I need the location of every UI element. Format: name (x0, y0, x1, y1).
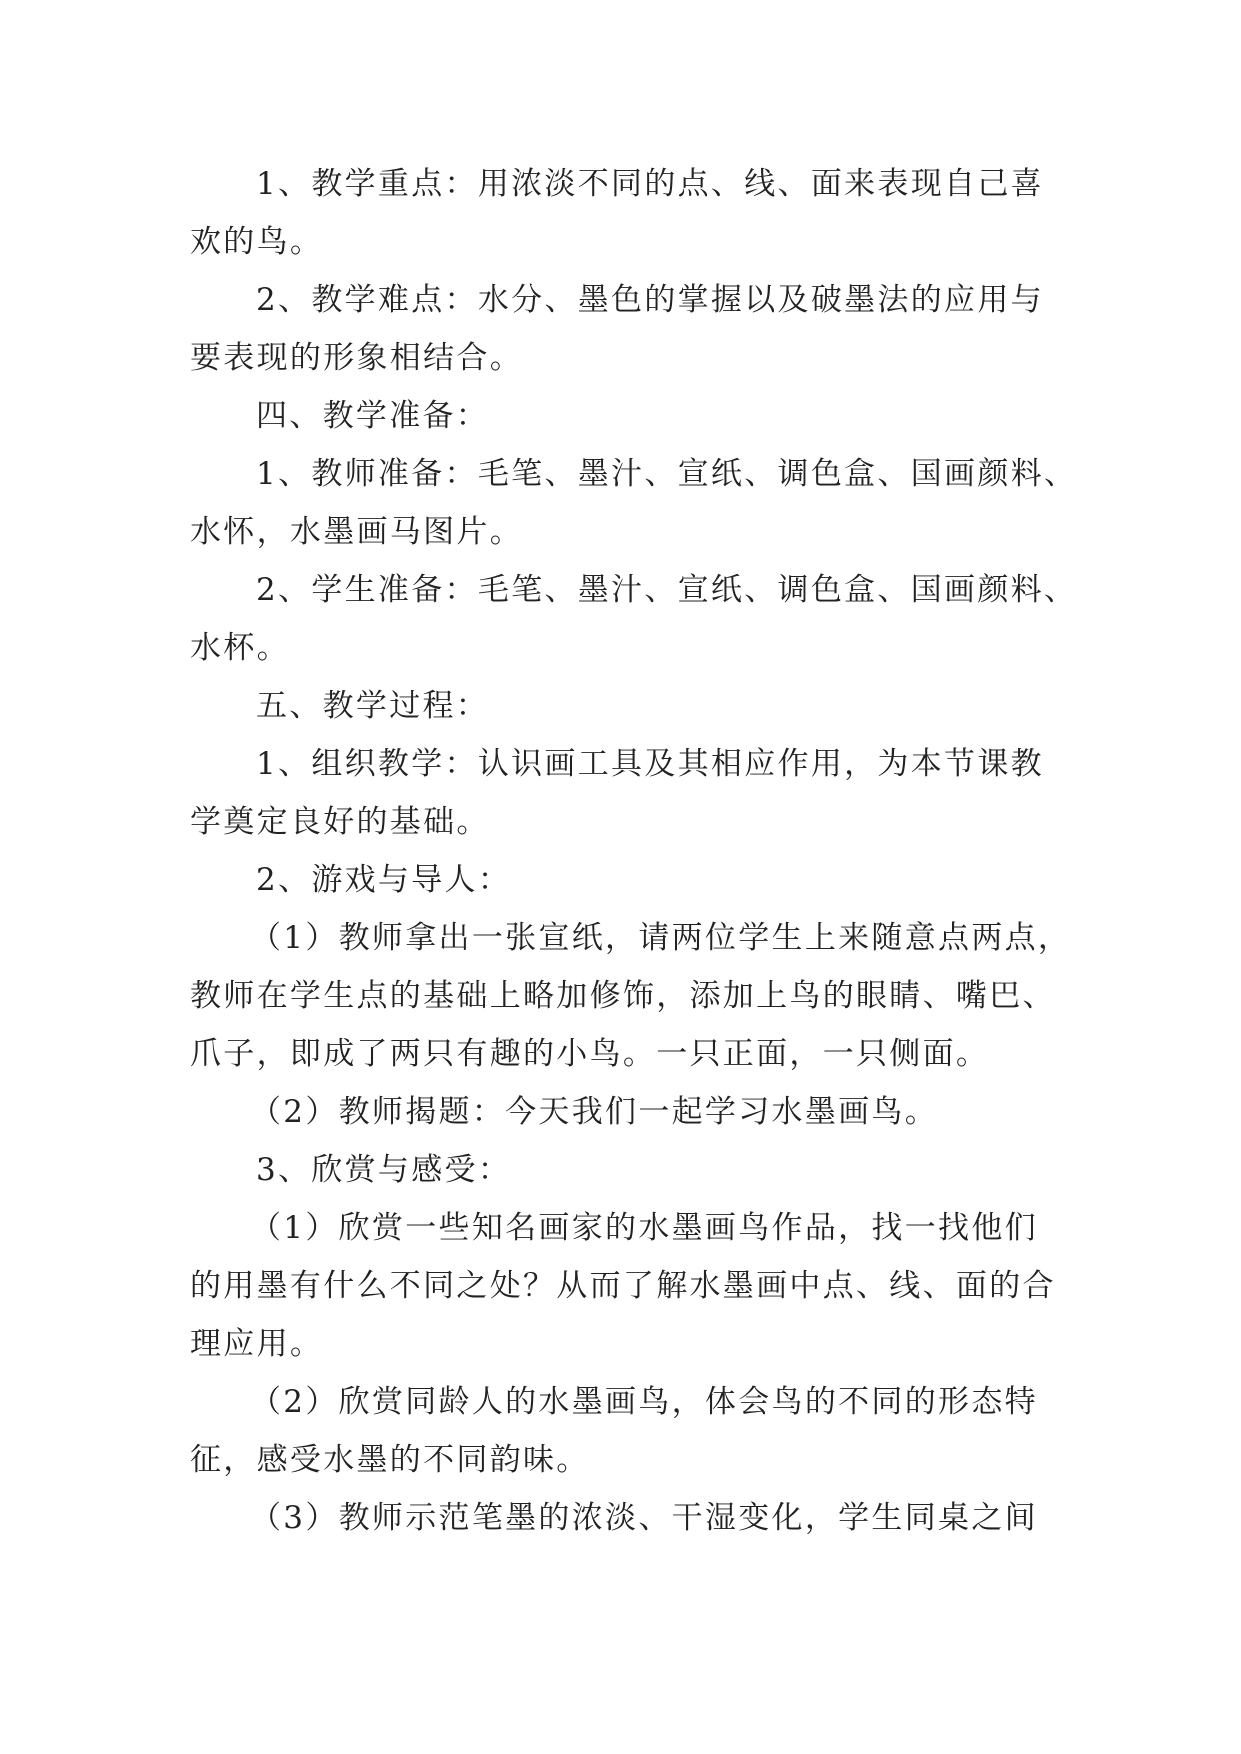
text-line: 欢的鸟。 (190, 224, 324, 260)
text-line: 爪子，即成了两只有趣的小鸟。一只正面，一只侧面。 (190, 1036, 990, 1072)
text-line: （2）教师揭题：今天我们一起学习水墨画鸟。 (250, 1094, 939, 1130)
text-line: 3、欣赏与感受： (256, 1152, 512, 1188)
paragraph-appreciation-step-2 (190, 1373, 1070, 1489)
text-line: 2、游戏与导人： (256, 862, 512, 898)
text-line: （1）欣赏一些知名画家的水墨画鸟作品，找一找他们 (250, 1210, 1038, 1246)
section-heading: 四、教学准备： (256, 398, 490, 434)
paragraph-game-intro (190, 851, 1070, 909)
text-line: 学奠定良好的基础。 (190, 804, 490, 840)
paragraph-appreciation (190, 1141, 1070, 1199)
paragraph-teaching-difficulty (190, 271, 1070, 387)
section-heading: 五、教学过程： (256, 688, 490, 724)
text-line: 1、教学重点：用浓淡不同的点、线、面来表现自己喜 (256, 166, 1044, 202)
text-line: 水怀，水墨画马图片。 (190, 514, 523, 550)
text-line: （1）教师拿出一张宣纸，请两位学生上来随意点两点， (250, 920, 1072, 956)
section-heading-preparation (190, 387, 1070, 445)
paragraph-appreciation-step-3 (190, 1489, 1070, 1547)
text-line: 2、学生准备：毛笔、墨汁、宣纸、调色盒、国画颜料、 (256, 572, 1078, 608)
paragraph-game-step-1 (190, 909, 1070, 1083)
section-heading-process (190, 677, 1070, 735)
document-body (190, 155, 1078, 1547)
text-line: 2、教学难点：水分、墨色的掌握以及破墨法的应用与 (256, 282, 1044, 318)
text-line: 征，感受水墨的不同韵味。 (190, 1442, 590, 1478)
text-line: 1、组织教学：认识画工具及其相应作用，为本节课教 (256, 746, 1044, 782)
text-line: （2）欣赏同龄人的水墨画鸟，体会鸟的不同的形态特 (250, 1384, 1038, 1420)
paragraph-student-preparation (190, 561, 1078, 677)
paragraph-game-step-2 (190, 1083, 1070, 1141)
text-line: 教师在学生点的基础上略加修饰，添加上鸟的眼睛、嘴巴、 (190, 978, 1056, 1014)
paragraph-appreciation-step-1 (190, 1199, 1070, 1373)
text-line: 理应用。 (190, 1326, 324, 1362)
text-line: 要表现的形象相结合。 (190, 340, 523, 376)
text-line: 水杯。 (190, 630, 290, 666)
paragraph-teaching-focus (190, 155, 1070, 271)
text-line: 1、教师准备：毛笔、墨汁、宣纸、调色盒、国画颜料、 (256, 456, 1078, 492)
paragraph-organize-teaching (190, 735, 1070, 851)
paragraph-teacher-preparation (190, 445, 1078, 561)
text-line: 的用墨有什么不同之处？从而了解水墨画中点、线、面的合 (190, 1268, 1056, 1304)
text-line: （3）教师示范笔墨的浓淡、干湿变化，学生同桌之间 (250, 1500, 1038, 1536)
